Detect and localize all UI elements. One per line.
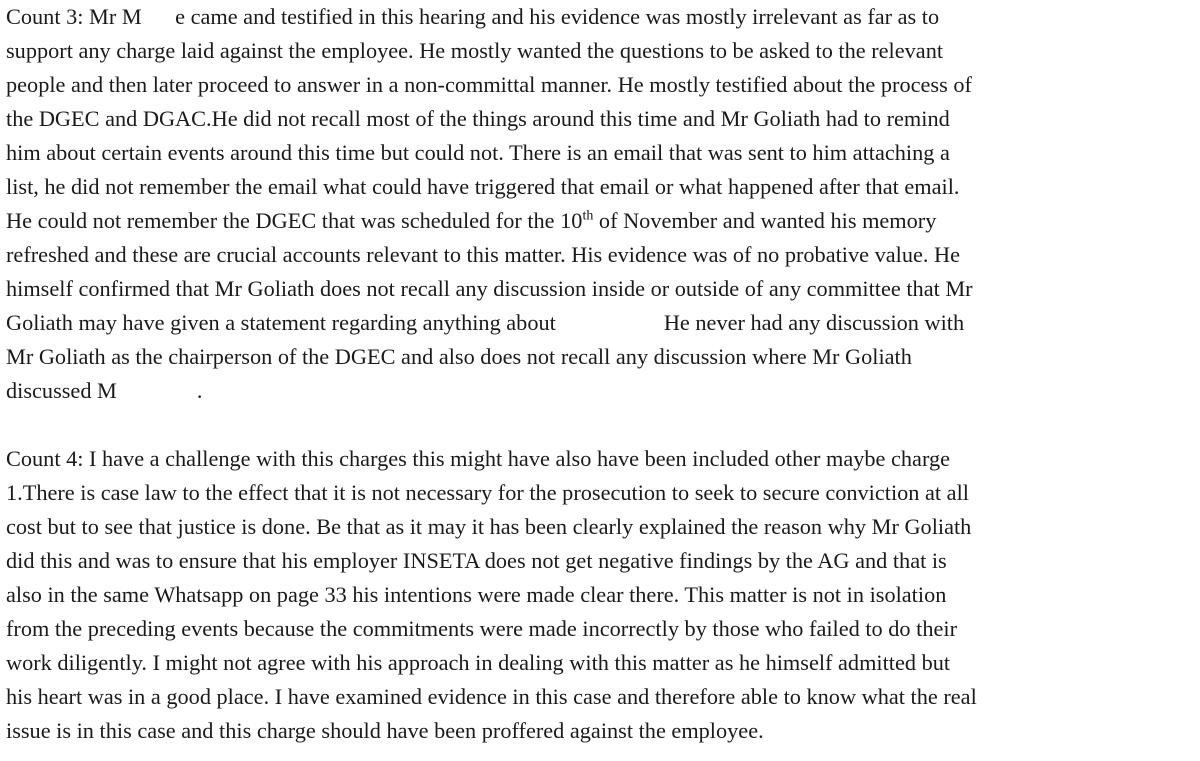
count3-line-10	[6, 306, 964, 340]
redaction-block	[556, 310, 664, 330]
count3-line-1: Count 3: Mr M e came and testified in this hearing and his evidence was mostly irrelevant as far as to	[6, 4, 940, 29]
count4-line-2: 1.There is case law to the effect that it is not necessary for the prosecution to seek to secure conviction at all	[6, 480, 969, 505]
count3-line-10-rest: He never had any discussion with	[663, 310, 965, 335]
count3-line-9: himself confirmed that Mr Goliath does not recall any discussion inside or outside of any committee that Mr	[6, 276, 973, 301]
count3-line-8: refreshed and these are crucial accounts relevant to this matter. His evidence was of no probative value. He	[6, 242, 961, 267]
count4-line-8: his heart was in a good place. I have examined evidence in this case and therefore able to know what the real	[6, 684, 977, 709]
count3-line-7-text: He could not remember the DGEC that was scheduled for the 10	[6, 208, 583, 233]
count3-line-10-text: Goliath may have given a statement regarding anything about	[6, 310, 556, 335]
count4-line-7: work diligently. I might not agree with his approach in dealing with this matter as he himself admitted but	[6, 650, 951, 675]
count3-line-2: support any charge laid against the employee. He mostly wanted the questions to be asked to the relevant	[6, 38, 944, 63]
count3-line-12-text: discussed M	[6, 378, 117, 403]
count4-line-9: issue is in this case and this charge should have been proffered against the employee.	[6, 718, 764, 743]
count3-line-12-end: .	[196, 378, 203, 403]
count4-line-4: did this and was to ensure that his employer INSETA does not get negative findings by the AG and that is	[6, 548, 947, 573]
count4-line-5: also in the same Whatsapp on page 33 his intentions were made clear there. This matter is not in isolation	[6, 582, 947, 607]
count4-line-6: from the preceding events because the commitments were made incorrectly by those who failed to do their	[6, 616, 958, 641]
count3-line-6: list, he did not remember the email what could have triggered that email or what happened after that email.	[6, 174, 960, 199]
count4-line-1: Count 4: I have a challenge with this charges this might have also have been included other maybe charge	[6, 446, 951, 471]
count3-line-7-rest: of November and wanted his memory	[593, 208, 937, 233]
ordinal-suffix: th	[582, 208, 594, 224]
count3-line-5: him about certain events around this time but could not. There is an email that was sent to him attaching a	[6, 140, 950, 165]
redaction-block	[117, 378, 197, 398]
count4-line-3: cost but to see that justice is done. Be that as it may it has been clearly explained the reason why Mr Goliath	[6, 514, 972, 539]
count3-line-7	[6, 204, 936, 238]
count3-line-4: the DGEC and DGAC.He did not recall most of the things around this time and Mr Goliath had to remind	[6, 106, 950, 131]
count3-line-12	[6, 374, 202, 408]
count3-line-11: Mr Goliath as the chairperson of the DGEC and also does not recall any discussion where Mr Goliath	[6, 344, 912, 369]
count3-line-3: people and then later proceed to answer in a non-committal manner. He mostly testified about the process of	[6, 72, 972, 97]
